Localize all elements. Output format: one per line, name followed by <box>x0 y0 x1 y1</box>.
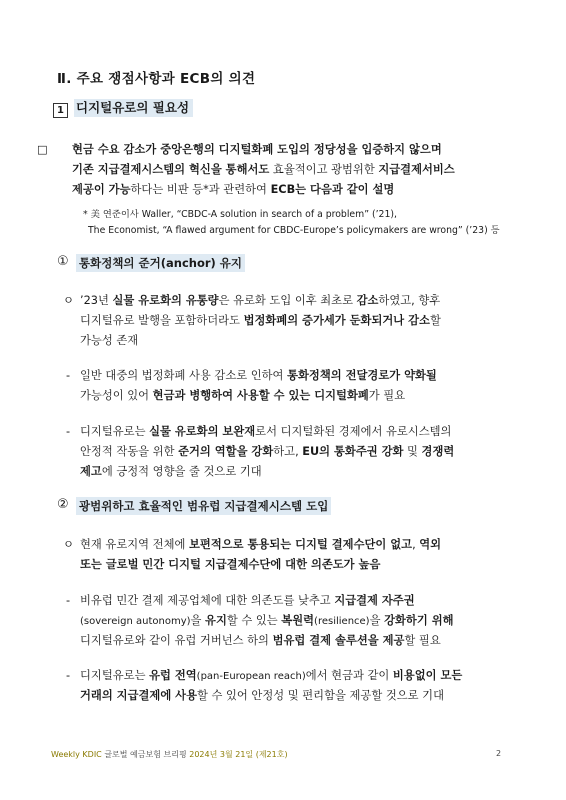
p2-o-line-1 <box>80 537 441 553</box>
bold-text-run: 역외 <box>419 538 442 551</box>
text-run: 디지털유로 발행을 포함하더라도 <box>80 314 244 327</box>
text-run: 로서 디지털화된 경제에서 유로시스템의 <box>255 425 452 438</box>
bold-text-run: 또는 글로벌 민간 디지털 지급결제수단에 대한 의존도가 높음 <box>80 558 381 571</box>
text-run: 가능성 존재 <box>80 334 139 347</box>
p2-d1-line-1 <box>80 593 415 609</box>
text-run: 에서 현금과 같이 <box>305 669 393 682</box>
o-bullet: ㅇ <box>63 538 74 551</box>
text-run: 일반 대중의 법정화폐 사용 감소로 인하여 <box>80 369 288 382</box>
p1-o-line-2 <box>80 313 441 329</box>
text-run: 디지털유로는 <box>80 669 150 682</box>
p2-d2-line-1 <box>80 668 462 685</box>
text-run: (resilience) <box>314 616 370 627</box>
section-title: Ⅱ. 주요 쟁점사항과 ECB의 의견 <box>57 71 256 87</box>
text-run: 에 긍정적 영향을 줄 것으로 기대 <box>101 465 262 478</box>
text-run: , <box>412 538 420 551</box>
text-run: 을 <box>369 614 385 627</box>
p1-d1-line-1 <box>80 368 437 384</box>
bold-text-run: 감소 <box>356 294 379 307</box>
text-run: 할 수 있는 <box>226 614 282 627</box>
bold-text-run: 기존 지급결제시스템의 혁신을 통해서도 <box>72 163 270 176</box>
text-run: 은 유로화 도입 이후 최초로 <box>218 294 357 307</box>
text-run: ’23년 <box>80 294 113 307</box>
text-run: 안정적 작동을 위한 <box>80 445 179 458</box>
point-1-mark: ① <box>57 254 69 269</box>
bold-text-run: 실물 유로화의 유통량 <box>112 294 219 307</box>
p1-d2-line-2 <box>80 444 454 460</box>
subsection-title: 디지털유로의 필요성 <box>74 99 193 117</box>
p1-o-line-1 <box>80 293 440 309</box>
p1-d1-line-2 <box>80 388 405 404</box>
bold-text-run: 유럽 전역 <box>149 669 197 682</box>
intro-line-3 <box>72 182 394 198</box>
text-run: 할 수 있어 안정성 및 편리함을 제공할 것으로 기대 <box>197 689 444 702</box>
subsection-number: 1 <box>53 103 68 118</box>
text-run: 디지털유로와 같이 유럽 거버넌스 하의 <box>80 634 273 647</box>
dash-bullet: - <box>66 594 71 607</box>
point-2-title: 광범위하고 효율적인 범유럽 지급결제시스템 도입 <box>76 497 331 515</box>
p2-d1-line-2 <box>80 613 454 630</box>
intro-line-2 <box>72 162 455 178</box>
footer-brand: Weekly KDIC <box>51 750 102 759</box>
bold-text-run: 비용없이 모든 <box>392 669 463 682</box>
point-1-title: 통화정책의 준거(anchor) 유지 <box>76 254 245 272</box>
point-2-mark: ② <box>57 497 69 512</box>
square-bullet: □ <box>37 143 48 156</box>
footnote-line-2: The Economist, “A flawed argument for CBDC-Europe’s policymakers are wrong” (’23) 등 <box>88 225 500 236</box>
bold-text-run: 현금과 병행하여 사용할 수 있는 디지털화폐 <box>152 389 369 402</box>
bold-text-run: 보편적으로 통용되는 디지털 결제수단이 없고 <box>189 538 413 551</box>
text-run: 효율적이고 광범위한 <box>269 163 379 176</box>
p2-d1-line-3 <box>80 633 441 649</box>
text-run: 가능성이 있어 <box>80 389 153 402</box>
p2-d2-line-2 <box>80 688 444 704</box>
text-run: 하고, <box>273 445 303 458</box>
bold-text-run: 제공이 가능 <box>72 183 131 196</box>
bold-text-run: 실물 유로화의 보완재 <box>149 425 256 438</box>
bold-text-run: 강화하기 위해 <box>384 614 454 627</box>
p1-d2-line-1 <box>80 424 451 440</box>
bold-text-run: 거래의 지급결제에 사용 <box>80 689 197 702</box>
bold-text-run: 지급결제 자주권 <box>334 594 415 607</box>
bold-text-run: 범유럽 결제 솔루션을 제공 <box>272 634 405 647</box>
text-run: 할 <box>429 314 441 327</box>
o-bullet: ㅇ <box>63 294 74 307</box>
footnote-line-1: * 美 연준이사 Waller, “CBDC-A solution in search of a problem” (’21), <box>83 209 397 220</box>
text-run: 가 필요 <box>368 389 406 402</box>
bold-text-run: 복원력 <box>281 614 315 627</box>
text-run: 비유럽 민간 결제 제공업체에 대한 의존도를 낮추고 <box>80 594 335 607</box>
bold-text-run: 현금 수요 감소가 중앙은행의 디지털화폐 도입의 정당성을 입증하지 않으며 <box>72 143 442 156</box>
p1-d2-line-3 <box>80 464 262 480</box>
bold-text-run: 지급결제서비스 <box>378 163 455 176</box>
text-run: (sovereign autonomy) <box>80 616 191 627</box>
p1-o-line-3 <box>80 333 138 349</box>
dash-bullet: - <box>66 669 71 682</box>
footer-title: 글로벌 예금보험 브리핑 <box>104 750 187 759</box>
text-run: 할 필요 <box>404 634 441 647</box>
dash-bullet: - <box>66 425 71 438</box>
text-run: 하였고, 향후 <box>378 294 441 307</box>
bold-text-run: 통화정책의 전달경로가 약화될 <box>287 369 437 382</box>
text-run: 디지털유로는 <box>80 425 150 438</box>
bold-text-run: 준거의 역할을 강화 <box>178 445 274 458</box>
text-run: 을 <box>190 614 206 627</box>
bold-text-run: ECB는 다음과 같이 설명 <box>270 183 395 196</box>
p2-o-line-2 <box>80 557 380 573</box>
text-run: 하다는 비판 등*과 관련하여 <box>130 183 271 196</box>
text-run: (pan-European reach) <box>196 671 306 682</box>
bold-text-run: EU의 통화주권 강화 <box>302 445 404 458</box>
bold-text-run: 제고 <box>80 465 102 478</box>
page-number: 2 <box>496 749 502 758</box>
bold-text-run: 경쟁력 <box>421 445 455 458</box>
dash-bullet: - <box>66 369 71 382</box>
text-run: 및 <box>403 445 422 458</box>
footer-publication <box>51 749 288 760</box>
text-run: 현재 유로지역 전체에 <box>80 538 189 551</box>
intro-line-1 <box>72 142 442 158</box>
footer-date: 2024년 3월 21일 (제21호) <box>189 750 288 759</box>
bold-text-run: 법정화폐의 증가세가 둔화되거나 감소 <box>243 314 430 327</box>
bold-text-run: 유지 <box>205 614 227 627</box>
